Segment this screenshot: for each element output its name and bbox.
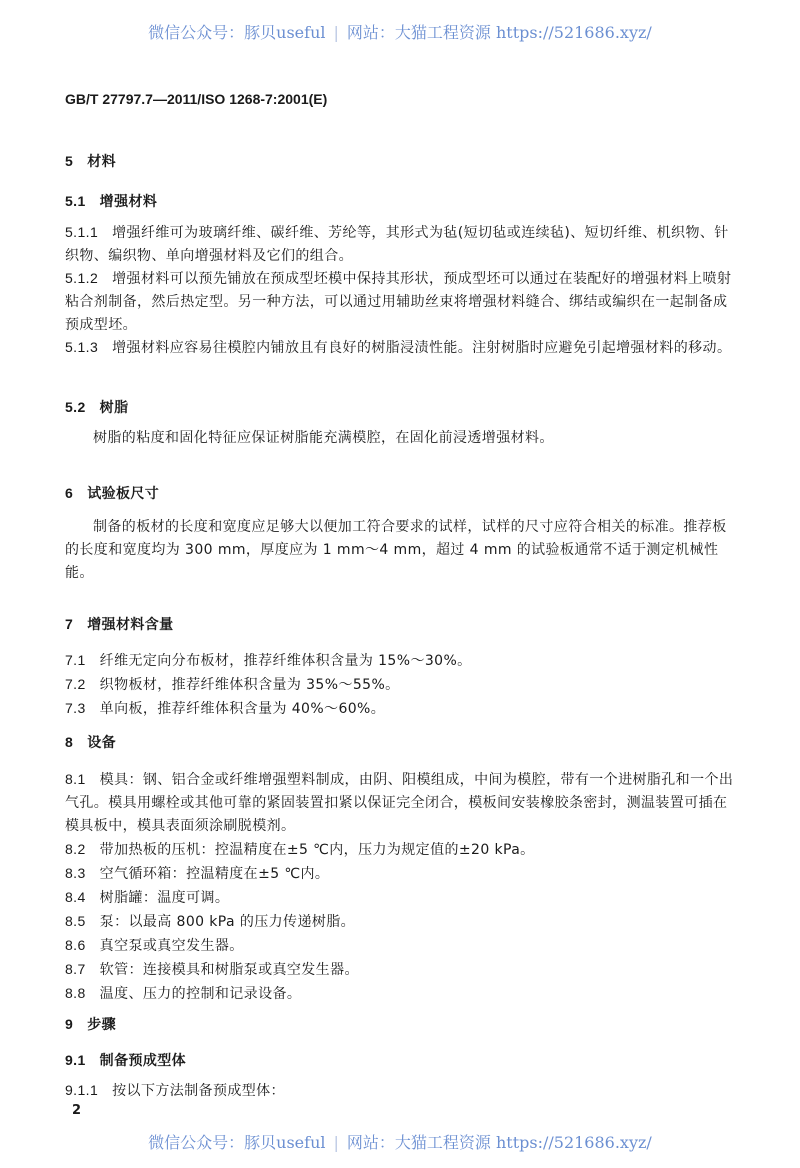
clause-item [65, 768, 737, 838]
clause-number: 8.3 [65, 865, 86, 881]
watermark-text: 微信公众号：豚贝useful [148, 23, 326, 42]
clause-5-1-3 [65, 336, 737, 360]
section-number: 9 [65, 1016, 74, 1032]
clause-8-list [65, 768, 737, 1006]
clause-text: 模具：钢、铝合金或纤维增强塑料制成，由阴、阳模组成，中间为模腔，带有一个进树脂孔和一个出气孔。模具用螺栓或其他可靠的紧固装置扣紧以保证完全闭合，模板间安装橡胶条密封，测温装置可插在模具板中，模具表面须涂刷脱模剂。 [65, 772, 734, 834]
clause-number: 8.4 [65, 889, 86, 905]
clause-number: 7.2 [65, 676, 86, 692]
clause-text: 纤维无定向分布板材，推荐纤维体积含量为 15%～30%。 [99, 653, 472, 669]
watermark-bottom [0, 1130, 800, 1153]
section-heading-9 [65, 1013, 737, 1037]
section-title: 设备 [87, 735, 116, 751]
clause-text: 增强材料可以预先铺放在预成型坯模中保持其形状，预成型坯可以通过在装配好的增强材料上喷射粘合剂制备，然后热定型。另一种方法，可以通过用辅助丝束将增强材料缝合、绑结或编织在一起制备成预成型坯。 [65, 271, 732, 333]
watermark-text: 微信公众号：豚贝useful [148, 1133, 326, 1152]
clause-item [65, 697, 737, 721]
clause-number: 8.5 [65, 913, 86, 929]
clause-text: 真空泵或真空发生器。 [99, 938, 244, 954]
section-heading-8 [65, 731, 737, 755]
clause-text: 增强材料应容易往模腔内铺放且有良好的树脂浸渍性能。注射树脂时应避免引起增强材料的移动。 [112, 340, 732, 356]
clause-item [65, 838, 737, 862]
clause-text: 单向板，推荐纤维体积含量为 40%～60%。 [99, 701, 386, 717]
section-heading-7 [65, 613, 737, 637]
clause-number: 8.8 [65, 985, 86, 1001]
section-title: 材料 [87, 154, 116, 170]
clause-text: 空气循环箱：控温精度在±5 ℃内。 [99, 866, 330, 882]
clause-text: 按以下方法制备预成型体： [112, 1083, 285, 1099]
clause-item [65, 958, 737, 982]
clause-text: 织物板材，推荐纤维体积含量为 35%～55%。 [99, 677, 400, 693]
clause-text: 软管：连接模具和树脂泵或真空发生器。 [99, 962, 359, 978]
clause-5-1-1 [65, 221, 737, 268]
section-heading-6 [65, 482, 737, 506]
clause-number: 8.1 [65, 771, 86, 787]
clause-text: 温度、压力的控制和记录设备。 [99, 986, 302, 1002]
watermark-text: 网站：大猫工程资源 https://521686.xyz/ [346, 1133, 652, 1152]
paragraph-5-2: 树脂的粘度和固化特征应保证树脂能充满模腔，在固化前浸透增强材料。 [93, 430, 554, 446]
section-title: 制备预成型体 [99, 1053, 187, 1069]
section-heading-5-1 [65, 190, 737, 214]
section-number: 7 [65, 616, 74, 632]
clause-number: 8.6 [65, 937, 86, 953]
watermark-text: 网站：大猫工程资源 https://521686.xyz/ [346, 23, 652, 42]
clause-7-list [65, 649, 737, 721]
section-number: 8 [65, 734, 74, 750]
section-title: 增强材料 [99, 194, 158, 210]
clause-5-1-2 [65, 267, 737, 337]
clause-text: 泵：以最高 800 kPa 的压力传递树脂。 [99, 914, 356, 930]
clause-number: 5.1.1 [65, 224, 99, 240]
watermark-separator: | [333, 23, 339, 42]
clause-text: 增强纤维可为玻璃纤维、碳纤维、芳纶等，其形式为毡(短切毡或连续毡)、短切纤维、机织物、针织物、编织物、单向增强材料及它们的组合。 [65, 225, 729, 264]
section-number: 5.1 [65, 193, 86, 209]
page-number: 2 [72, 1103, 82, 1118]
section-title: 树脂 [99, 400, 129, 416]
clause-item [65, 982, 737, 1006]
watermark-separator: | [333, 1133, 339, 1152]
clause-item [65, 649, 737, 673]
paragraph-6: 制备的板材的长度和宽度应足够大以便加工符合要求的试样，试样的尺寸应符合相关的标准。推荐板的长度和宽度均为 300 mm，厚度应为 1 mm～4 mm，超过 4 mm 的试验板通常不适于测定机械性能。 [65, 519, 727, 581]
clause-text: 树脂罐：温度可调。 [99, 890, 230, 906]
clause-number: 9.1.1 [65, 1082, 99, 1098]
section-number: 6 [65, 485, 74, 501]
clause-9-1-1 [65, 1079, 737, 1103]
section-title: 试验板尺寸 [87, 486, 160, 502]
clause-item [65, 886, 737, 910]
clause-item [65, 862, 737, 886]
clause-number: 5.1.2 [65, 270, 99, 286]
clause-number: 5.1.3 [65, 339, 99, 355]
clause-number: 7.3 [65, 700, 86, 716]
clause-item [65, 910, 737, 934]
document-header: GB/T 27797.7—2011/ISO 1268-7:2001(E) [65, 91, 328, 107]
clause-item [65, 934, 737, 958]
clause-text: 带加热板的压机：控温精度在±5 ℃内，压力为规定值的±20 kPa。 [99, 842, 535, 858]
watermark-top [0, 20, 800, 43]
clause-number: 8.2 [65, 841, 86, 857]
section-title: 步骤 [87, 1017, 116, 1033]
section-number: 9.1 [65, 1052, 86, 1068]
section-number: 5.2 [65, 399, 86, 415]
section-heading-5-2 [65, 396, 737, 420]
clause-number: 7.1 [65, 652, 86, 668]
clause-item [65, 673, 737, 697]
section-heading-9-1 [65, 1049, 737, 1073]
section-heading-5 [65, 150, 737, 174]
clause-number: 8.7 [65, 961, 86, 977]
section-title: 增强材料含量 [87, 617, 174, 633]
section-number: 5 [65, 153, 74, 169]
